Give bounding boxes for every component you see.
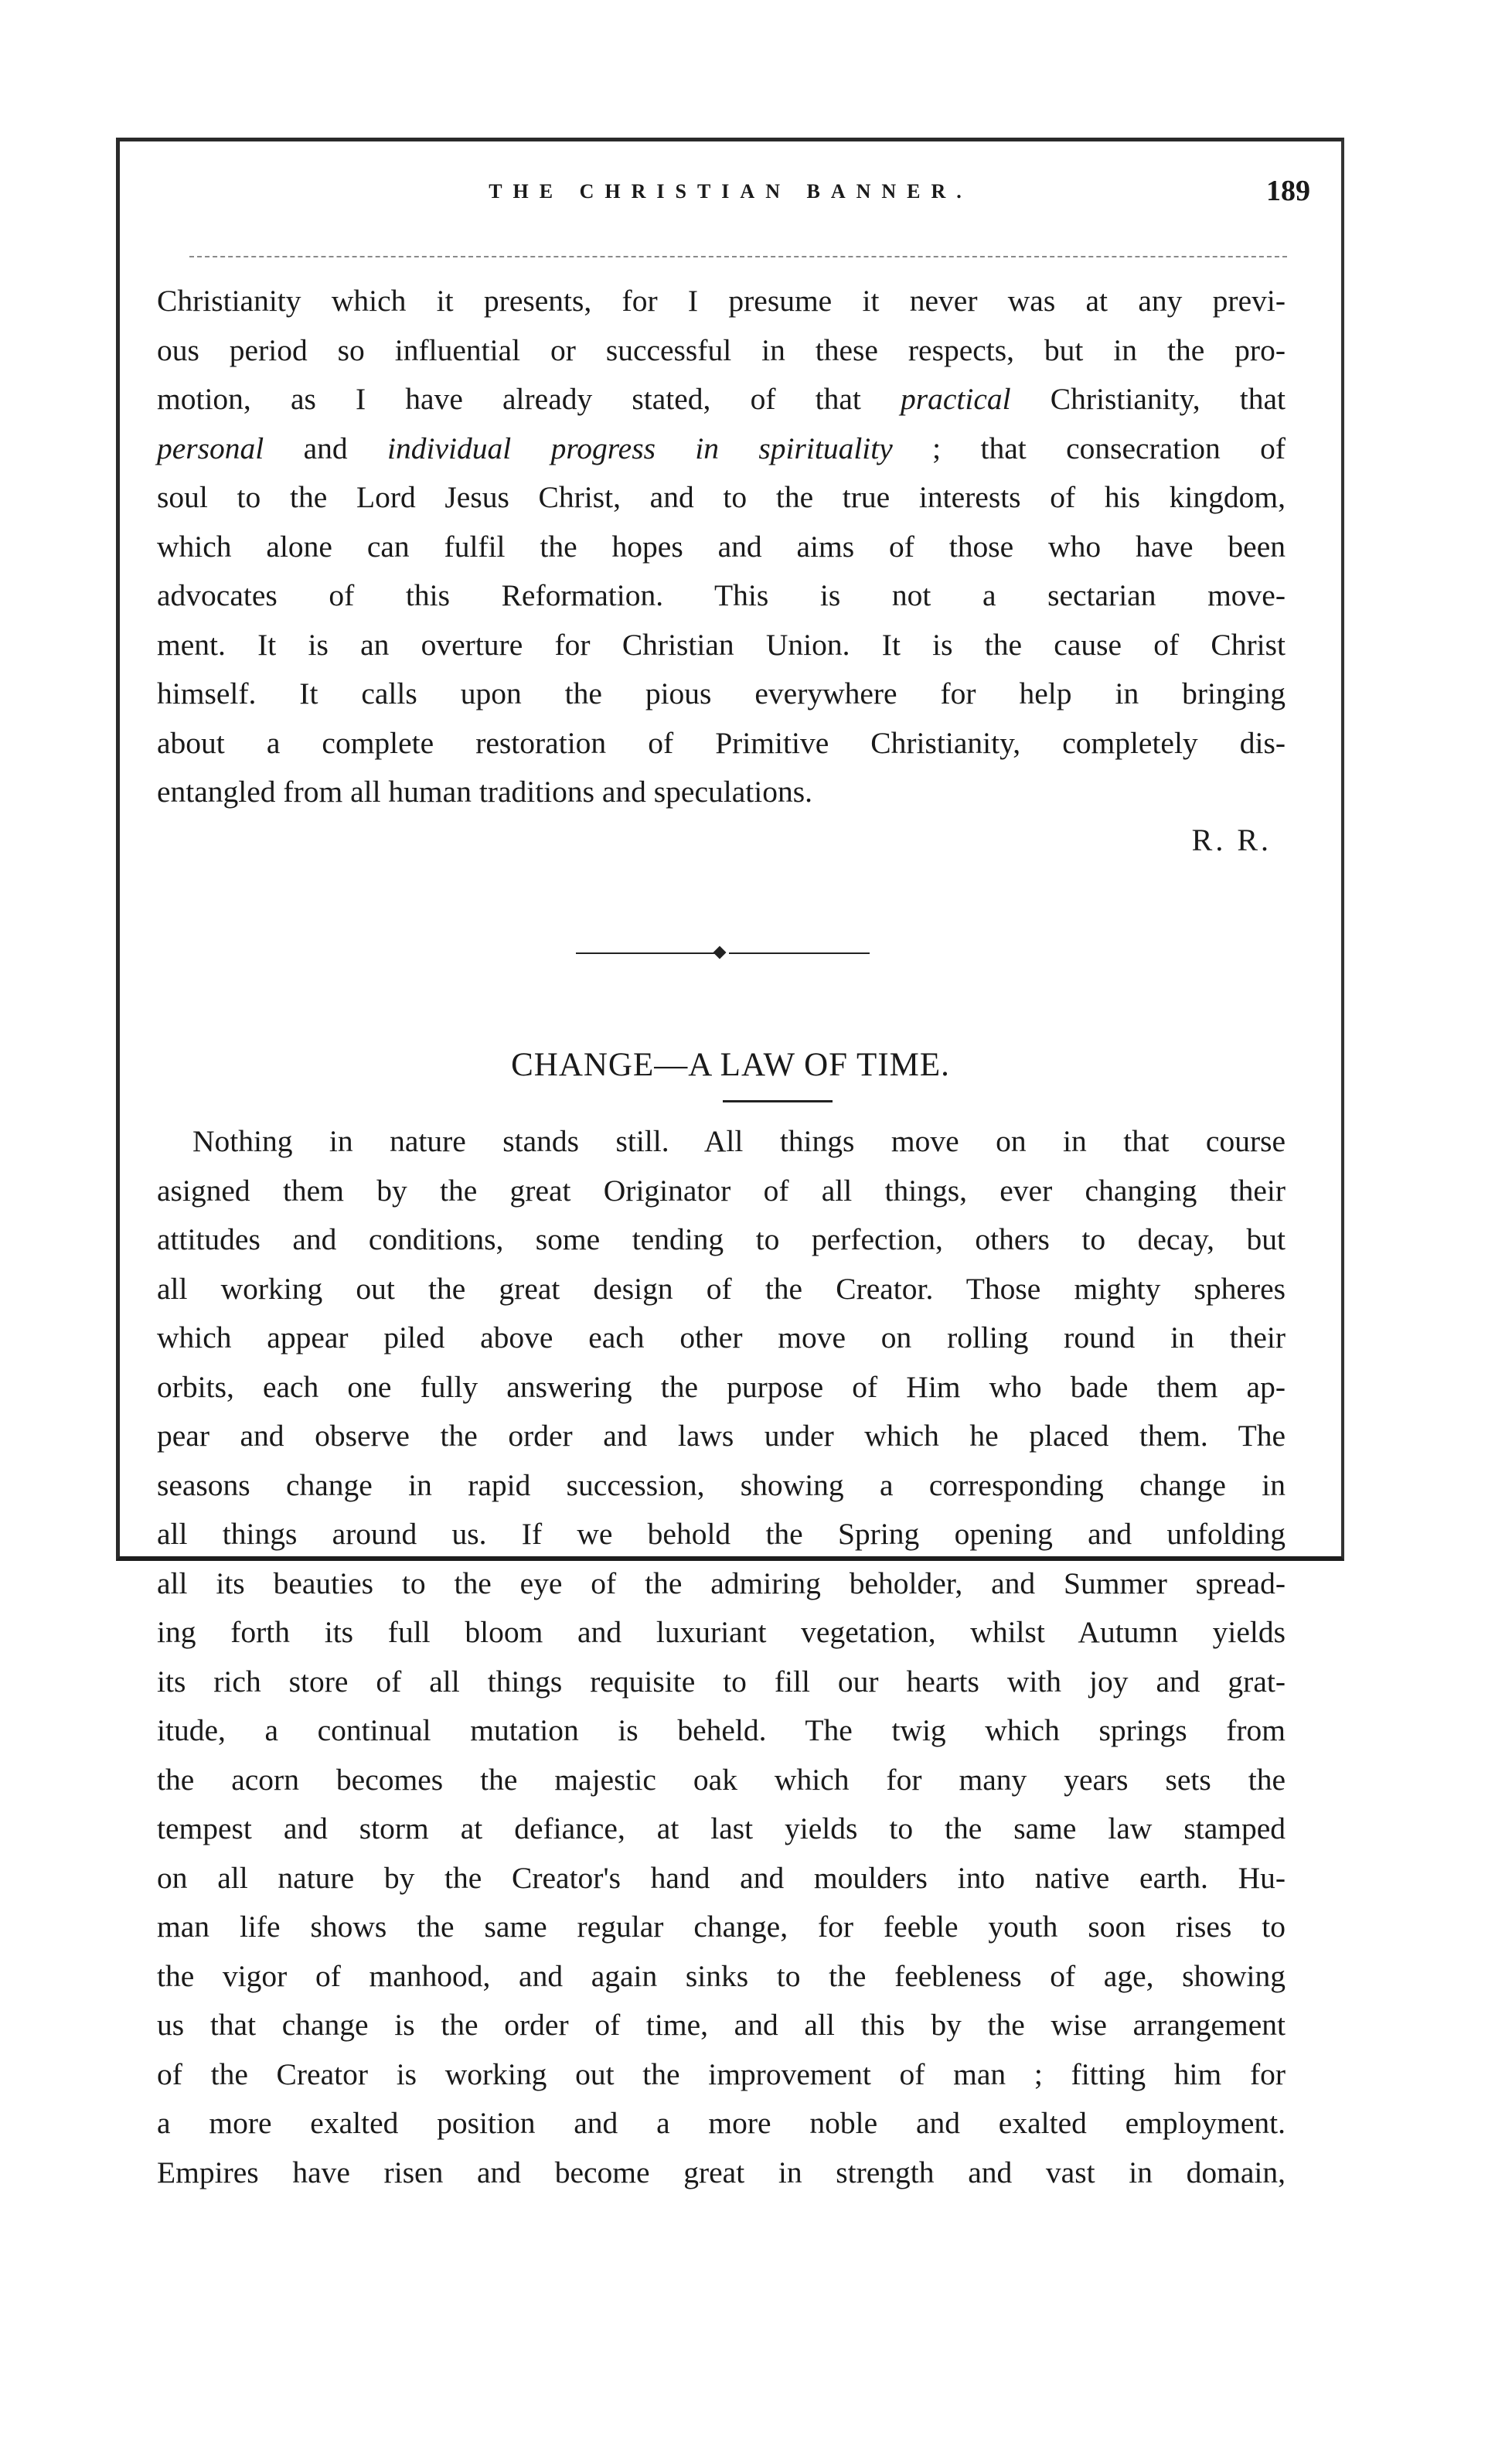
text-line: asigned them by the great Originator of all things, ever changing their — [157, 1173, 1286, 1208]
running-head: THE CHRISTIAN BANNER. — [489, 180, 972, 203]
text-line: its rich store of all things requisite to fill our hearts with joy and grat- — [157, 1664, 1286, 1699]
text-line: ment. It is an overture for Christian Union. It is the cause of Christ — [157, 627, 1286, 662]
text-line: tempest and storm at defiance, at last yields to the same law stamped — [157, 1811, 1286, 1845]
text-line: all its beauties to the eye of the admiring beholder, and Summer spread- — [157, 1566, 1286, 1600]
text-line: the vigor of manhood, and again sinks to the feebleness of age, showing — [157, 1958, 1286, 1993]
text-line: ous period so influential or successful in these respects, but in the pro- — [157, 332, 1286, 367]
text-line: orbits, each one fully answering the purpose of Him who bade them ap- — [157, 1369, 1286, 1404]
text-line: pear and observe the order and laws under which he placed them. The — [157, 1419, 1286, 1453]
text-line: soul to the Lord Jesus Christ, and to the true interests of his kingdom, — [157, 480, 1286, 514]
text-line: itude, a continual mutation is beheld. The twig which springs from — [157, 1713, 1286, 1747]
text-line: entangled from all human traditions and speculations. — [157, 775, 812, 809]
text-line: of the Creator is working out the improvement of man ; fitting him for — [157, 2056, 1286, 2091]
text-segment: Christianity, that — [1050, 382, 1286, 416]
italic-phrase: individual progress in spirituality — [387, 431, 893, 465]
text-line: about a complete restoration of Primitive Christianity, completely dis- — [157, 725, 1286, 760]
italic-phrase: personal — [157, 431, 264, 465]
page-frame — [116, 138, 1344, 2189]
text-line: seasons change in rapid succession, showing a corresponding change in — [157, 1467, 1286, 1502]
text-line: which appear piled above each other move on rolling round in their — [157, 1320, 1286, 1354]
text-line: all things around us. If we behold the Spring opening and unfolding — [157, 1517, 1286, 1551]
text-line: ing forth its full bloom and luxuriant vegetation, whilst Autumn yields — [157, 1615, 1286, 1649]
text-line: the acorn becomes the majestic oak which for many years sets the — [157, 1762, 1286, 1797]
article-paragraph — [157, 1117, 1286, 2197]
text-line: advocates of this Reformation. This is not a sectarian move- — [157, 578, 1286, 612]
page-number: 189 — [1266, 175, 1310, 207]
text-line: Nothing in nature stands still. All things move on in that course — [192, 1124, 1286, 1158]
text-line — [157, 424, 1286, 474]
ornamental-separator — [576, 946, 870, 961]
text-line: Empires have risen and become great in strength and vast in domain, — [157, 2155, 1286, 2189]
page-header — [120, 174, 1341, 213]
signature: R. R. — [1191, 823, 1272, 857]
text-line: man life shows the same regular change, for feeble youth soon rises to — [157, 1910, 1286, 1944]
text-line: all working out the great design of the Creator. Those mighty spheres — [157, 1271, 1286, 1306]
text-line: himself. It calls upon the pious everywhere for help in bringing — [157, 676, 1286, 710]
separator-line-left — [576, 952, 715, 954]
text-segment: and — [303, 431, 348, 465]
text-line — [157, 375, 1286, 424]
text-segment: ; that consecration of — [932, 431, 1286, 465]
text-line: us that change is the order of time, and all this by the wise arrangement — [157, 2008, 1286, 2042]
text-line: which alone can fulfil the hopes and aims of those who have been — [157, 529, 1286, 564]
text-segment: motion, as I have already stated, of that — [157, 382, 861, 416]
text-line: Christianity which it presents, for I presume it never was at any previ- — [157, 284, 1286, 318]
title-rule — [723, 1100, 833, 1102]
continuation-paragraph — [157, 277, 1286, 817]
article-title: CHANGE—A LAW OF TIME. — [511, 1047, 950, 1083]
separator-line-right — [729, 952, 870, 954]
separator-diamond-icon — [713, 946, 727, 959]
header-rule — [189, 256, 1287, 257]
text-line: on all nature by the Creator's hand and moulders into native earth. Hu- — [157, 1860, 1286, 1895]
text-line: a more exalted position and a more noble and exalted employment. — [157, 2106, 1286, 2140]
italic-phrase: practical — [901, 382, 1011, 416]
text-line: attitudes and conditions, some tending to perfection, others to decay, but — [157, 1222, 1286, 1256]
